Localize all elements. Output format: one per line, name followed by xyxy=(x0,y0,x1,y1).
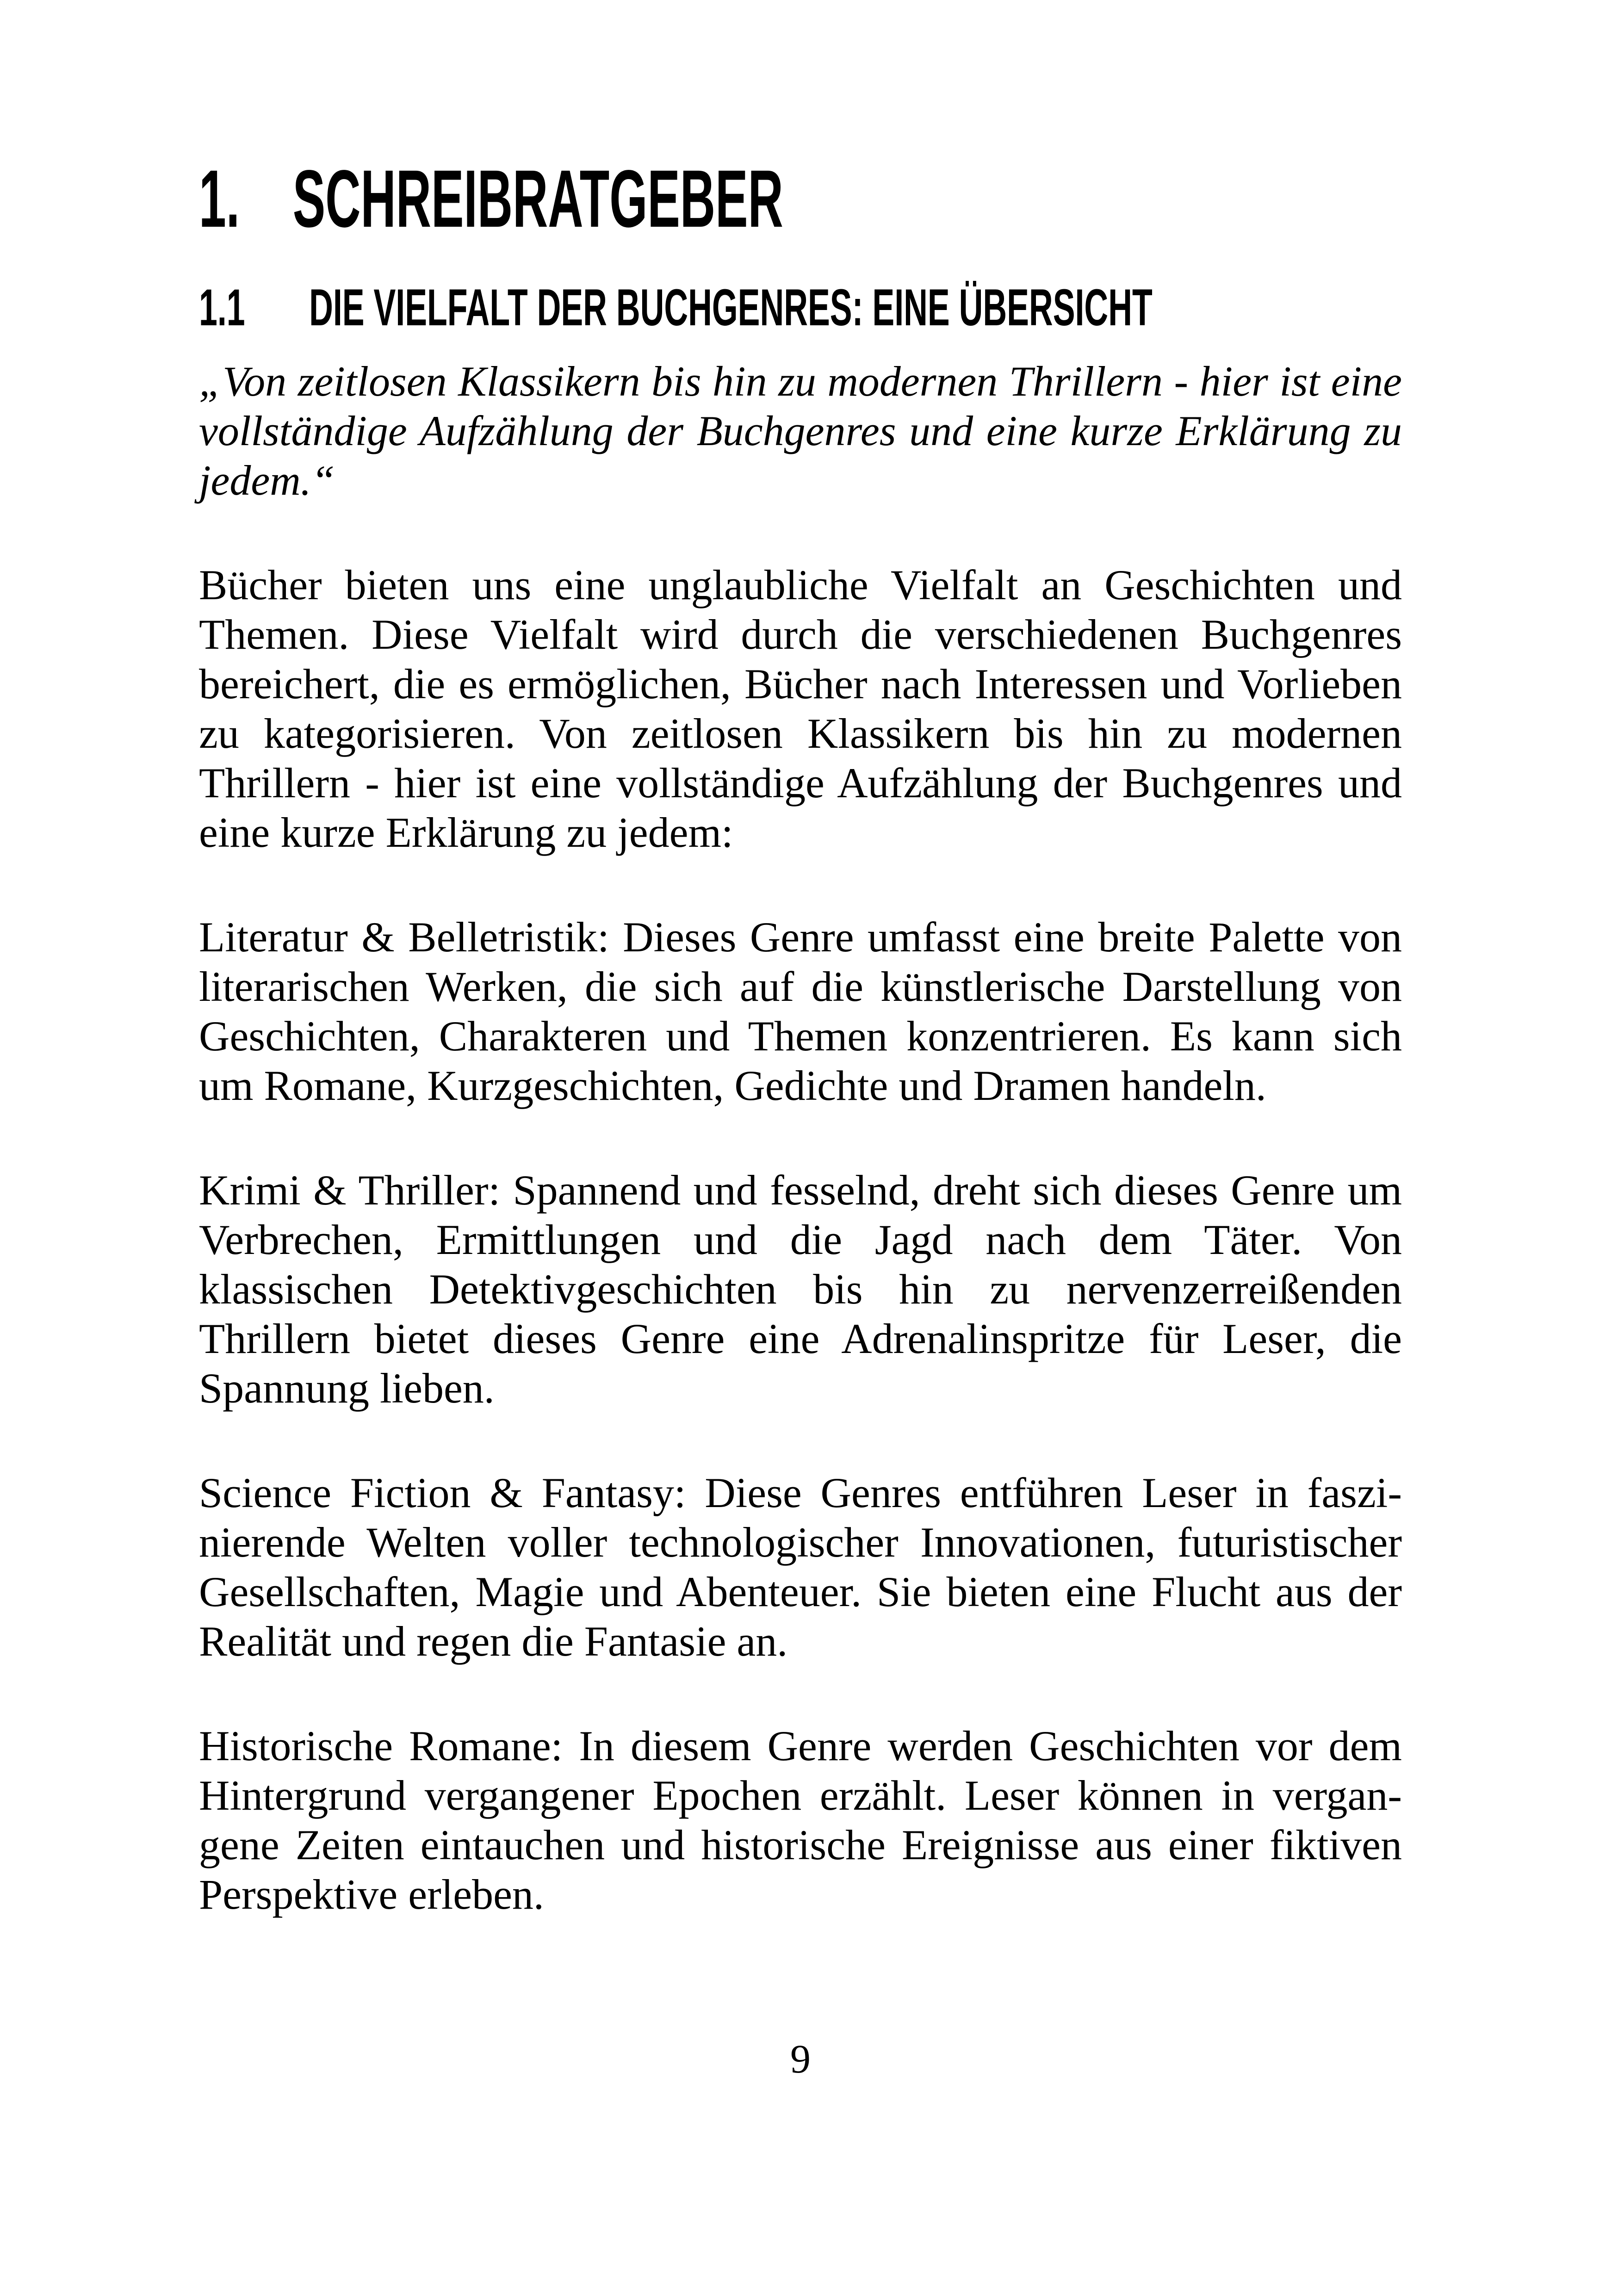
paragraph-historische-romane: Historische Romane: In diesem Genre werden Geschichten vor dem Hintergrund vergangener Epochen erzählt. Leser können in vergangene Zeiten eintauchen und historische Ereignisse aus einer fiktiven Perspektive erleben. xyxy=(199,1722,1402,1918)
paragraph-literatur-belletristik: Literatur & Belletristik: Dieses Genre umfasst eine breite Palette von literarischen Werken, die sich auf die künstlerische Darstellung von Geschichten, Charakteren und Themen konzentrieren. Es kann sich um Romane, Kurzgeschichten, Gedichte und Dramen handeln. xyxy=(199,913,1402,1109)
paragraph-science-fiction-fantasy: Science Fiction & Fantasy: Diese Genres entführen Leser in faszinierende Welten voller technologischer Innovationen, futuristischer Gesellschaften, Magie und Abenteuer. Sie bieten eine Flucht aus der Realität und regen die Fantasie an. xyxy=(199,1469,1402,1665)
paragraph-intro: Bücher bieten uns eine unglaubliche Vielfalt an Geschichten und Themen. Diese Vielfalt wird durch die verschiedenen Buchgenres bereichert, die es ermöglichen, Bücher nach Interessen und Vorlieben zu kategorisieren. Von zeitlosen Klassikern bis hin zu modernen Thrillern - hier ist eine vollständige Aufzählung der Buchgenres und eine kurze Erklärung zu jedem: xyxy=(199,561,1402,856)
chapter-title: SCHREIBRATGEBER xyxy=(292,154,783,244)
section-heading-text xyxy=(199,279,1153,336)
section-number: 1.1 xyxy=(199,279,245,336)
chapter-heading-text xyxy=(199,154,783,244)
chapter-number: 1. xyxy=(199,154,240,244)
section-heading xyxy=(199,279,1402,336)
section-title: DIE VIELFALT DER BUCHGENRES: EINE ÜBERSICHT xyxy=(309,279,1153,336)
intro-quote: „Von zeitlosen Klassikern bis hin zu modernen Thrillern - hier ist eine vollständige Aufzählung der Buchgenres und eine kurze Erklärung zu jedem.“ xyxy=(199,358,1402,504)
chapter-heading xyxy=(199,154,1402,244)
page-number: 9 xyxy=(790,2037,811,2082)
paragraph-krimi-thriller: Krimi & Thriller: Spannend und fesselnd, dreht sich dieses Genre um Verbrechen, Ermittlungen und die Jagd nach dem Täter. Von klassischen Detektivgeschichten bis hin zu nervenzerreißenden Thrillern bietet dieses Genre eine Adrenalinspritze für Leser, die Spannung lieben. xyxy=(199,1167,1402,1412)
